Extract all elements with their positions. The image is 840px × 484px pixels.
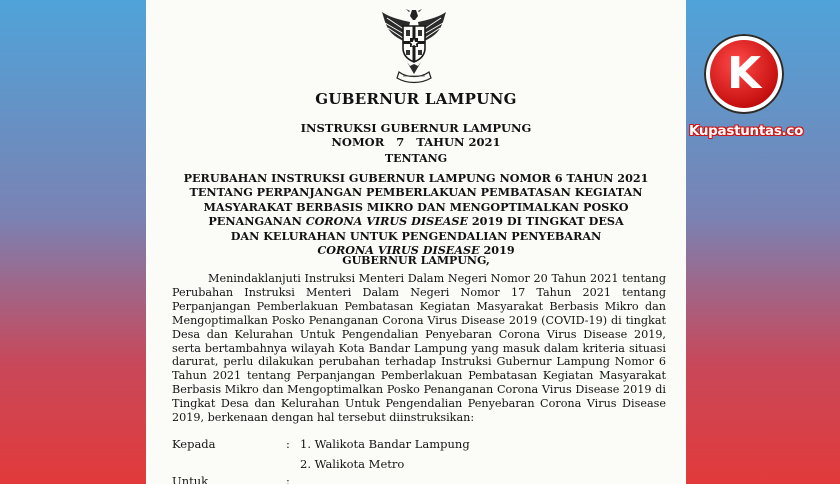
logo-letter: K (726, 48, 762, 99)
subject-line: TENTANG PERPANJANGAN PEMBERLAKUAN PEMBATASAN KEGIATAN (189, 185, 643, 200)
subject-italic-text: CORONA VIRUS DISEASE (317, 243, 480, 258)
body-paragraph-text: Menindaklanjuti Instruksi Menteri Dalam Negeri Nomor 20 Tahun 2021 tentang Perubahan Instruksi Menteri Dalam Negeri Nomor 17 Tahun 2021 tentang Perpanjangan Pemberlakuan Pembatasan Kegiatan Masyarakat Berbasis Mikro dan Mengoptimalkan Posko Penanganan Corona Virus Disease 2019 (COVID-19) di tingkat Desa dan Kelurahan Untuk Pengendalian Penyebaran Corona Virus Disease 2019, serta bertambahnya wilayah Kota Bandar Lampung yang masuk dalam kriteria situasi darurat, perlu dilakukan perubahan terhadap Instruksi Gubernur Lampung Nomor 6 Tahun 2021 tentang Perpanjangan Pemberlakuan Pembatasan Kegiatan Masyarakat Berbasis Mikro dan Mengoptimalkan Posko Penanganan Corona Virus Disease 2019 di Tingkat Desa dan Kelurahan Untuk Pengendalian Penyebaran Corona Virus Disease 2019, berkenaan dengan hal tersebut diinstruksikan: (172, 272, 666, 425)
subject-text: 2019 (479, 243, 515, 258)
recipient-item: 2. Walikota Metro (300, 457, 405, 471)
purpose-label: Untuk (172, 474, 209, 484)
recipients-colon: : (286, 437, 290, 451)
garuda-emblem-icon (379, 8, 449, 84)
instruction-header (146, 121, 686, 149)
purpose-colon: : (286, 474, 290, 484)
subject-line: MASYARAKAT BERBASIS MIKRO DAN MENGOPTIMALKAN POSKO (203, 199, 629, 214)
recipient-item: 1. Walikota Bandar Lampung (300, 437, 470, 451)
subject-text: 2019 DI TINGKAT DESA (467, 214, 624, 229)
document-page (146, 0, 686, 484)
subject-line: DAN KELURAHAN UNTUK PENGENDALIAN PENYEBARAN (230, 228, 602, 243)
instruction-subject (146, 171, 686, 257)
kupastuntas-logo-icon[interactable] (704, 34, 784, 114)
instruction-title: INSTRUKSI GUBERNUR LAMPUNG (300, 121, 532, 135)
subject-line: PERUBAHAN INSTRUKSI GUBERNUR LAMPUNG NOMOR 6 TAHUN 2021 (183, 171, 649, 185)
governor-title: GUBERNUR LAMPUNG (315, 90, 517, 108)
governor-salutation: GUBERNUR LAMPUNG, (342, 254, 490, 267)
body-paragraph (172, 272, 666, 425)
subject-line (146, 214, 686, 228)
logo-badge (710, 40, 778, 108)
instruction-number: NOMOR 7 TAHUN 2021 (331, 135, 501, 149)
subject-italic-text: CORONA VIRUS DISEASE (305, 214, 468, 229)
recipients-label: Kepada (172, 437, 216, 451)
site-name[interactable]: Kupastuntas.co (688, 123, 804, 139)
subject-text: PENANGANAN (208, 214, 306, 229)
about-label: TENTANG (384, 152, 448, 165)
